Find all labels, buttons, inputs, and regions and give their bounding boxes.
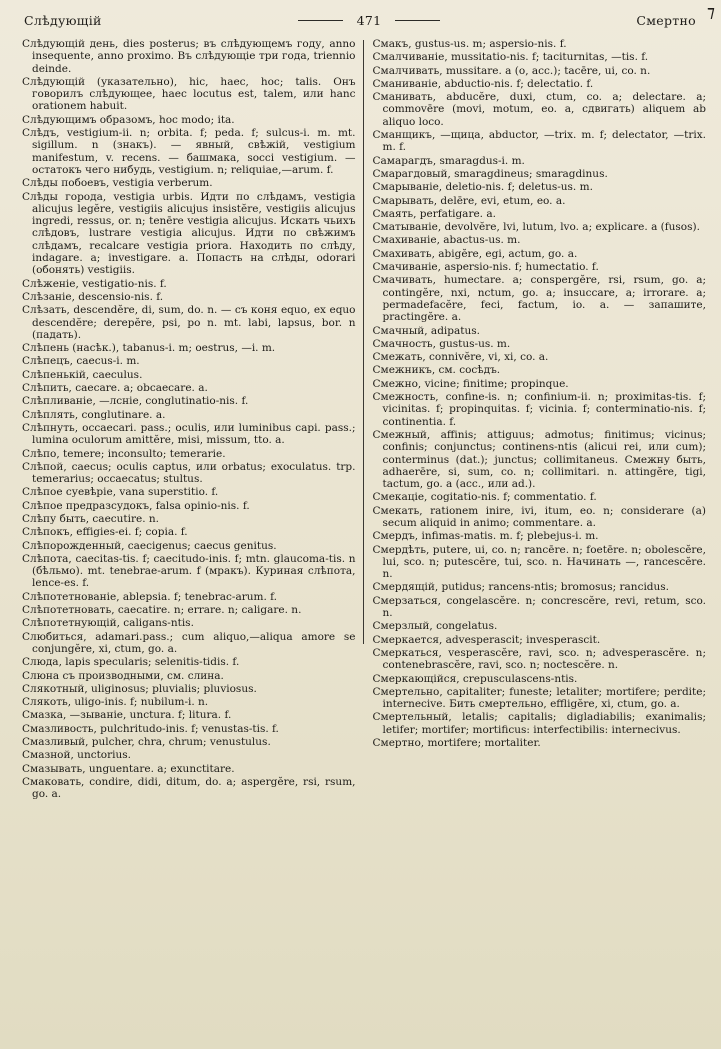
dictionary-entry: Смекаціе, cogitatio-nis. f; commentatio. f. [372,491,597,504]
dictionary-entry: Смалчивать, mussitare. a (o, acc.); tacēre, ui, co. n. [372,64,651,77]
dictionary-entry: Сманивать, abducĕre, duxi, ctum, co. a; delectare. a; commovēre (movi, motum, eo. a, сдвигать) aliquem ab aliquo loco. [372,91,706,128]
dictionary-entry: Слѣпорожденный, caecigenus; caecus genitus. [22,539,277,552]
dictionary-entry: Смаять, perfatigare. a. [372,207,496,220]
dictionary-entry: Слюда, lapis specularis; selenitis-tidis. f. [22,656,240,669]
dictionary-entry: Слѣпотетновать, caecatire. n; errare. n; caligare. n. [22,604,302,617]
dictionary-entry: Слякоть, uligo-inis. f; nubilum-i. n. [22,696,209,709]
dictionary-entry: Смачивать, humectare. a; conspergĕre, rsi, rsum, go. a; contingĕre, nxi, nctum, go. a; insuccare, a; irrorare. a; permadefacĕre, feci, factum, io. a. — запашите, practingĕre. a. [372,274,706,324]
header-rule-left [298,20,343,21]
dictionary-entry: Слѣды побоевъ, vestigia verberum. [22,177,213,190]
dictionary-entry: Сманиваніе, abductio-nis. f; delectatio. f. [372,77,594,90]
dictionary-entry: Слѣпенькій, caeculus. [22,368,143,381]
dictionary-entry: Смерзлый, congelatus. [372,620,498,633]
dictionary-entry: Слюбиться, adamari.pass.; cum aliquo,—aliqua amore se conjungĕre, xi, ctum, go. a. [22,630,356,655]
dictionary-entry: Слѣпотетнующій, caligans-ntis. [22,617,194,630]
dictionary-entry: Смердѣть, putere, ui, co. n; rancēre. n; foetēre. n; obolescĕre, lui, sco. n; putescĕre, tui, sco. n. Начинать —, rancescĕre. n. [372,543,706,581]
dictionary-entry: Смердящій, putidus; rancens-ntis; bromosus; rancidus. [372,581,670,594]
page-header [24,10,696,30]
dictionary-entry: Слѣпить, caecare. a; obcaecare. a. [22,382,208,395]
dictionary-entry: Слѣпой, caecus; oculis captus, или orbatus; exoculatus. trp. temerarius; occaecatus; stultus. [22,460,356,486]
dictionary-entry: Самарагдъ, smaragdus-i. m. [372,154,525,167]
dictionary-entry: Смеркающійся, crepusculascens-ntis. [372,672,578,685]
dictionary-entry: Смердъ, infimas-matis. m. f; plebejus-i. m. [372,530,599,543]
dictionary-entry: Слѣпо, temere; inconsulto; temerarie. [22,447,226,460]
dictionary-entry: Смачиваніе, aspersio-nis. f; humectatio. f. [372,261,599,274]
dictionary-entry: Слѣпливаніе, —лсніе, conglutinatio-nis. f. [22,395,249,408]
dictionary-entry: Смекать, rationem inire, ivi, itum, eo. n; considerare (a) secum aliquid in animo; commentare. a. [372,504,706,529]
dictionary-entry: Смакъ, gustus-us. m; aspersio-nis. f. [372,38,567,50]
dictionary-entry: Слѣпотетнованіе, ablepsia. f; tenebrac-arum. f. [22,590,278,603]
dictionary-entry: Слѣпота, caecitas-tis. f; caecitudo-inis. f; mtn. glaucoma-tis. n (бѣльмо). mt. tenebrae-arum. f (мракъ). Куриная слѣпота, lence-es. f. [22,552,356,590]
dictionary-entry: Смарагдовый, smaragdineus; smaragdinus. [372,167,608,180]
dictionary-entry: Сманщикъ, —щица, abductor, —trix. m. f; delectator, —trix. m. f. [372,129,706,154]
dictionary-entry: Смалчиваніе, mussitatio-nis. f; taciturnitas, —tis. f. [372,51,649,64]
dictionary-entry: Смазка, —зываніе, unctura. f; litura. f. [22,709,232,722]
dictionary-entry: Смерзаться, congelascĕre. n; concrescĕre, revi, retum, sco. n. [372,594,706,620]
dictionary-entry: Смазывать, unguentare. a; exunctitare. [22,762,235,775]
dictionary-entry: Сматываніе, devolvĕre, lvi, lutum, lvo. a; explicare. a (fusos). [372,221,700,234]
dictionary-entry: Смазливый, pulcher, chra, chrum; venustulus. [22,736,271,749]
dictionary-entry: Слѣплять, conglutinare. a. [22,408,166,421]
dictionary-entry: Смежникъ, см. сосѣдъ. [372,364,501,377]
text-columns [22,38,706,1038]
dictionary-entry: Смахиваніе, abactus-us. m. [372,234,521,247]
dictionary-entry: Слѣпень (насѣк.), tabanus-i. m; oestrus, —i. m. [22,342,276,355]
dictionary-entry: Слѣпое предразсудокъ, falsa opinio-nis. f. [22,499,250,512]
dictionary-entry: Смежность, confine-is. n; confinium-ii. n; proximitas-tis. f; vicinitas. f; propinquitas. f; vicinia. f; conterminatio-nis. f; continentia. f. [372,391,706,428]
left-column [22,38,363,1038]
dictionary-entry: Слѣды города, vestigia urbis. Идти по слѣдамъ, vestigia alicujus legĕre, vestigiis alicujus insistĕre, vestigiis alicujus ingredi, ressus, or. n; tenēre vestigia alicujus. Искать чьихъ слѣдовъ, lustrare vestigia alicujus. Идти по свѣжимъ слѣдамъ, recalcare vestigia priora. Находить по слѣду, indagare. a; investigare. a. Попасть на слѣды, odorari (обонять) vestigiis. [22,190,356,277]
dictionary-entry: Смертно, mortifere; mortaliter. [372,737,541,750]
dictionary-entry: Слѣдъ, vestigium-ii. n; orbita. f; peda. f; sulcus-i. m. mt. sigillum. n (знакъ). — явный, свѣжій, vestigium manifestum, v. recens. — башмака, socci vestigium. — остатокъ чего нибудь, vestigium. n; reliquiae,—arum. f. [22,127,356,176]
dictionary-entry: Слѣпое суевѣріе, vana superstitio. f. [22,486,219,499]
dictionary-entry: Смертельно, capitaliter; funeste; letaliter; mortifere; perdite; internecive. Бить смертельно, effligĕre, xi, ctum, go. a. [372,685,706,711]
header-left-word: Слѣдующій [24,12,102,28]
dictionary-entry: Слѣпнуть, occaecari. pass.; oculis, или luminibus capi. pass.; lumina oculorum amittĕre, misi, missum, tto. a. [22,421,356,447]
header-right-word: Смертно [636,12,696,28]
page-number: 471 [356,12,382,28]
dictionary-entry: Слѣпу быть, caecutire. n. [22,512,160,525]
corner-mark: ⁊ [707,2,715,21]
dictionary-entry: Смертельный, letalis; capitalis; digladiabilis; exanimalis; letifer; mortifer; mortificus: interfectibilis: internecivus. [372,711,706,736]
dictionary-entry: Смежно, vicine; finitime; propinque. [372,377,569,390]
dictionary-entry: Слѣзать, descendĕre, di, sum, do. n. — съ коня equo, ex equo descendĕre; derepĕre, psi, po n. mt. labi, lapsus, bor. n (падать). [22,304,356,341]
dictionary-entry: Смеркаться, vesperascĕre, ravi, sco. n; advesperascĕre. n; contenebrascĕre, ravi, sco. n; noctescĕre. n. [372,646,706,672]
dictionary-entry: Смаковать, condire, didi, ditum, do. a; aspergĕre, rsi, rsum, go. a. [22,775,356,801]
dictionary-entry: Смазной, unctorius. [22,749,131,762]
dictionary-entry: Смачный, adipatus. [372,324,480,337]
dictionary-entry: Смазливость, pulchritudo-inis. f; venustas-tis. f. [22,722,279,735]
dictionary-entry: Смарывать, delēre, evi, etum, eo. a. [372,194,566,207]
dictionary-entry: Слѣженіе, vestigatio-nis. f. [22,277,167,290]
dictionary-entry: Смеркается, advesperascit; invesperascit. [372,633,601,646]
dictionary-entry: Слѣпецъ, caecus-i. m. [22,355,140,368]
right-column [364,38,707,1038]
dictionary-entry: Слякотный, uliginosus; pluvialis; pluviosus. [22,682,257,695]
dictionary-entry: Смарываніе, deletio-nis. f; deletus-us. m. [372,181,593,194]
dictionary-entry: Слѣдующимъ образомъ, hoc modo; ita. [22,113,235,126]
dictionary-entry: Слѣзаніе, descensio-nis. f. [22,290,164,303]
dictionary-entry: Смахивать, abigĕre, egi, actum, go. a. [372,247,578,260]
dictionary-entry: Слѣдующій (указательно), hic, haec, hoc; talis. Онъ говорилъ слѣдующее, haec locutus est, talem, или hanc orationem habuit. [22,75,356,113]
header-page-number-group [284,13,454,28]
header-rule-right [395,20,440,21]
dictionary-entry: Смежать, connivĕre, vi, xi, co. a. [372,351,549,364]
dictionary-entry: Смачность, gustus-us. m. [372,337,511,350]
dictionary-entry: Слѣдующій день, dies posterus; въ слѣдующемъ году, anno insequente, anno proximo. Въ слѣдующіе три года, triennio deinde. [22,38,356,75]
dictionary-entry: Слѣпокъ, effigies-ei. f; copia. f. [22,526,188,539]
dictionary-entry: Слюна съ производными, см. слина. [22,669,224,682]
dictionary-entry: Смежный, affinis; attiguus; admotus; finitimus; vicinus; confinis; conjunctus; continens-ntis (alicui rei, или cum); conterminus (dat.); junctus; collimitaneus. Смежну быть, adhaerēre, si, sum, co. n; collimitari. n. attingĕre, tigi, tactum, go. a (acc., или ad.). [372,428,706,491]
